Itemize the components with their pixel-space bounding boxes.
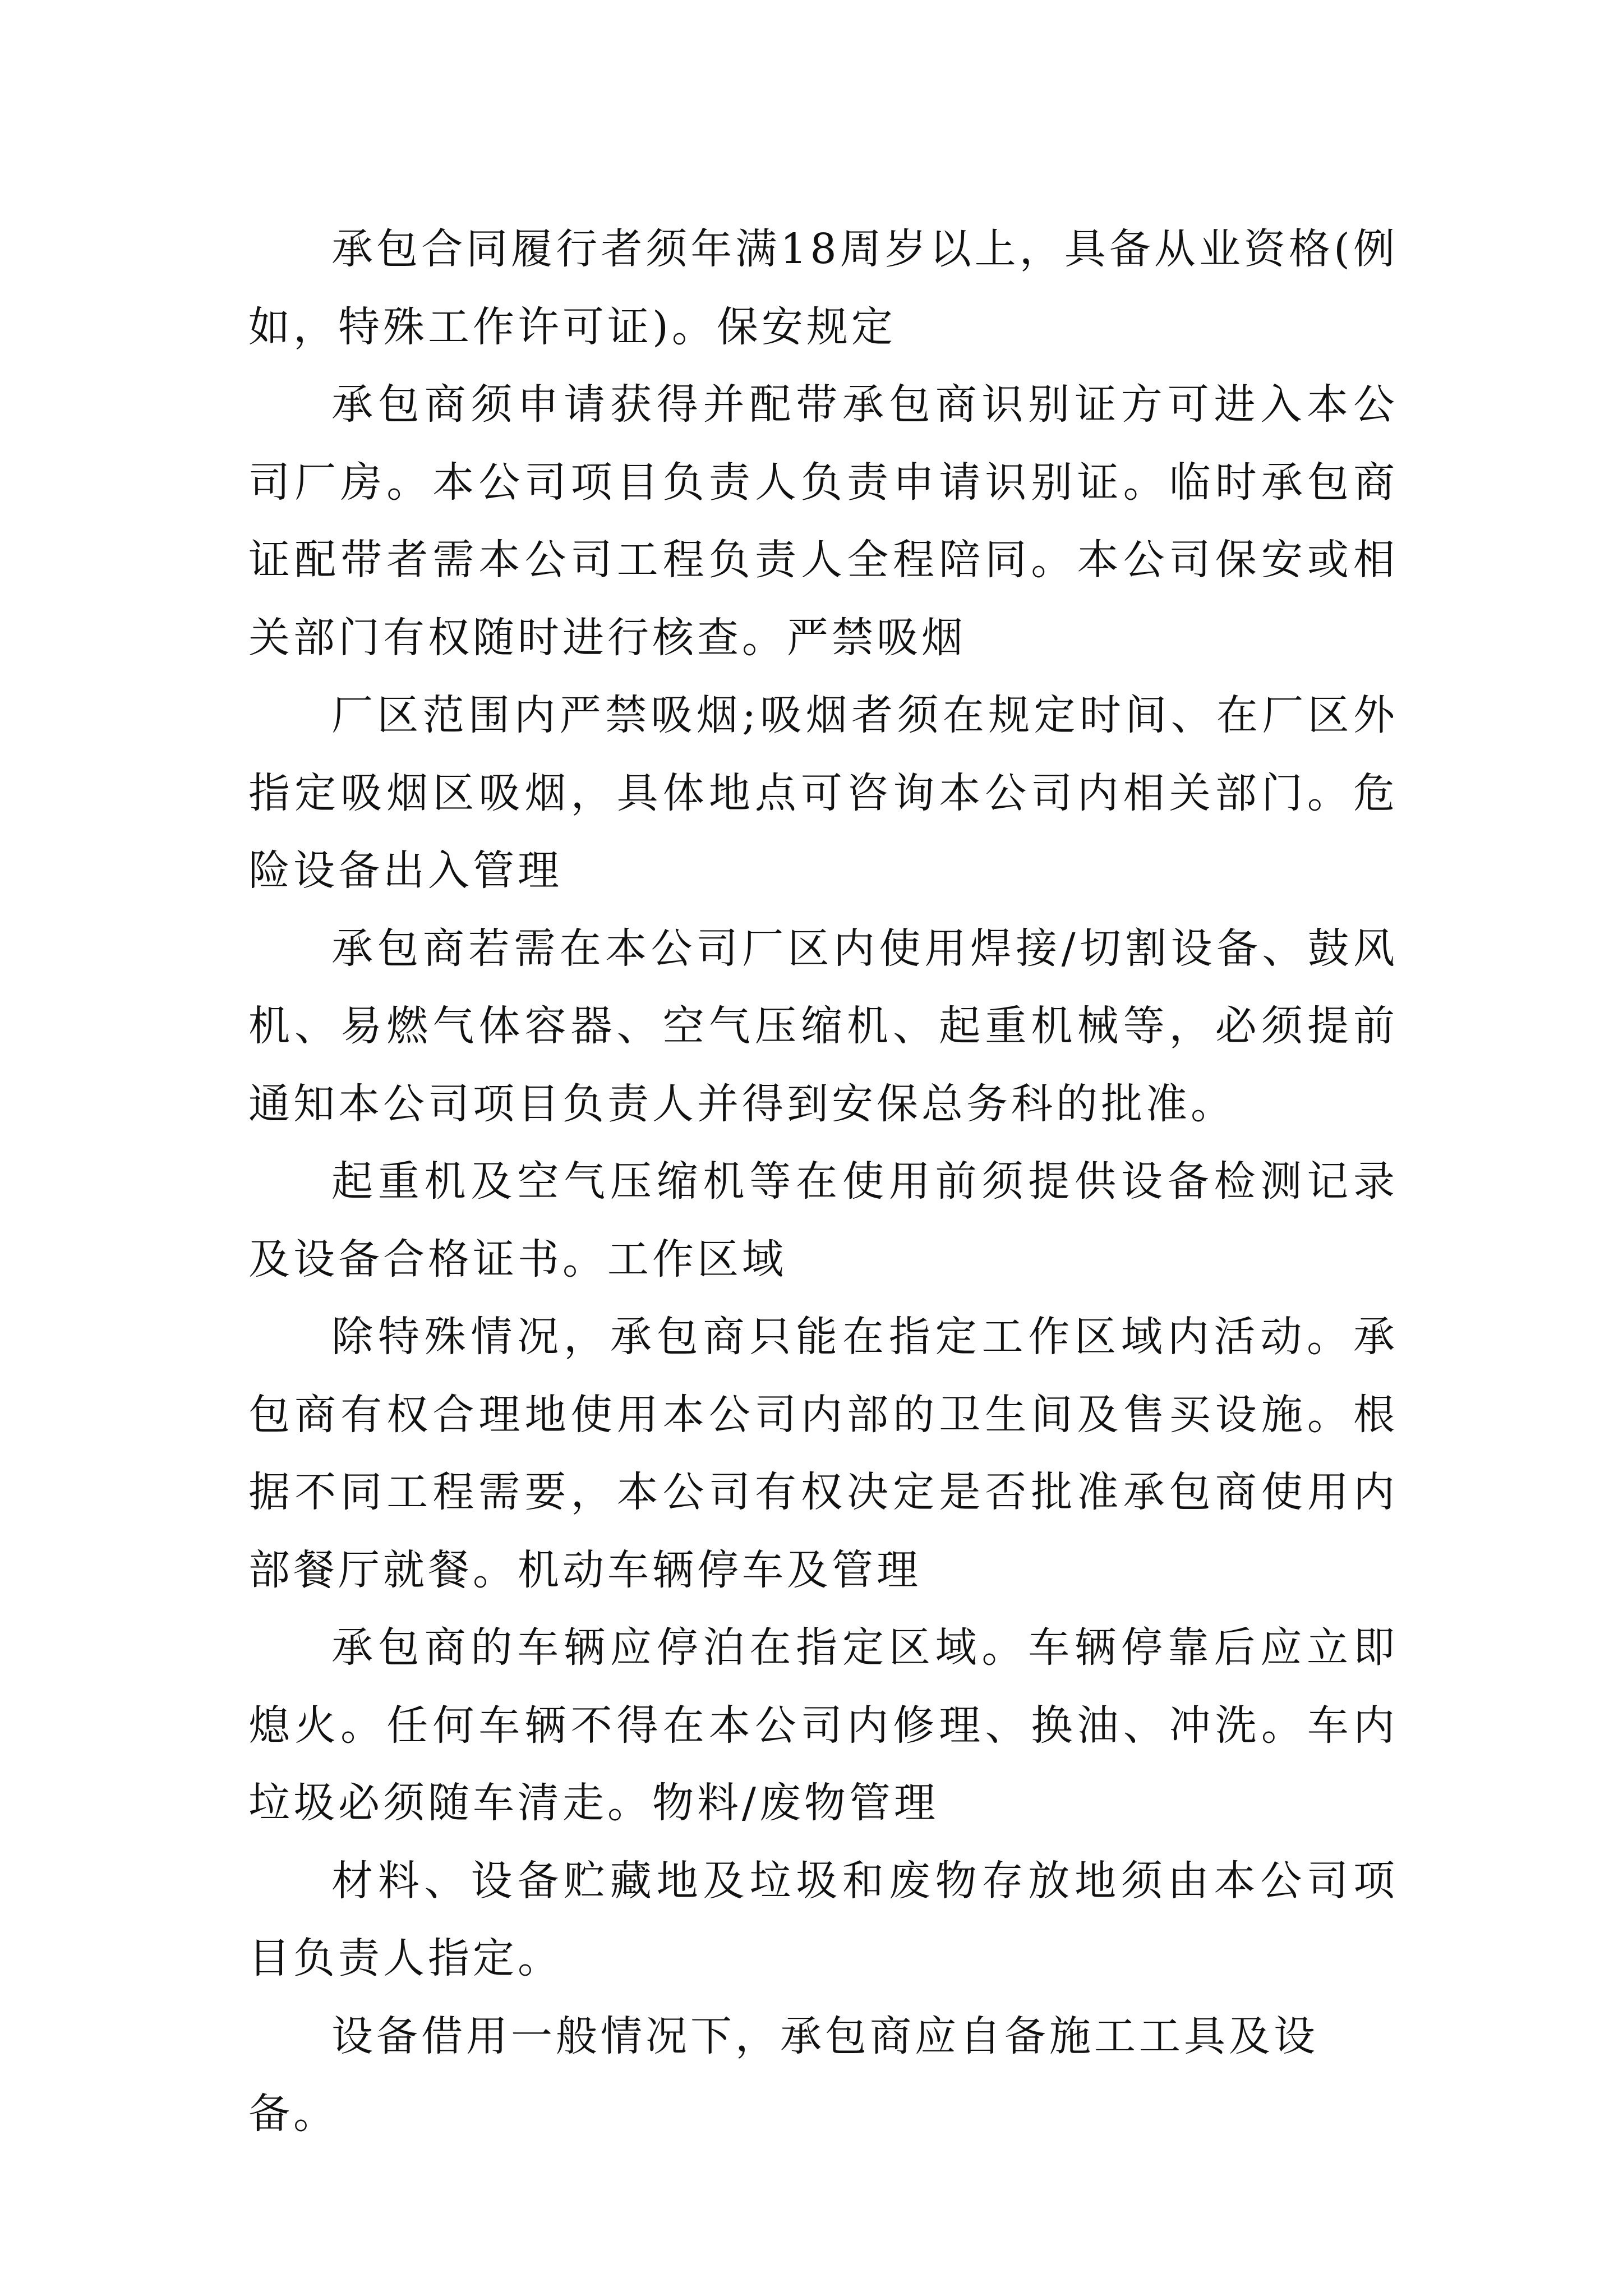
paragraph-no-smoking: 厂区范围内严禁吸烟;吸烟者须在规定时间、在厂区外指定吸烟区吸烟，具体地点可咨询本公司内相关部门。危险设备出入管理 (248, 691, 1398, 895)
paragraph-equipment-certificates: 起重机及空气压缩机等在使用前须提供设备检测记录及设备合格证书。工作区域 (248, 1157, 1398, 1283)
document-body (248, 210, 1398, 2153)
paragraph-hazardous-equipment: 承包商若需在本公司厂区内使用焊接/切割设备、鼓风机、易燃气体容器、空气压缩机、起重机械等，必须提前通知本公司项目负责人并得到安保总务科的批准。 (248, 924, 1398, 1128)
paragraph-equipment-borrowing: 设备借用一般情况下，承包商应自备施工工具及设备。 (248, 2012, 1318, 2138)
paragraph-vehicle-parking: 承包商的车辆应停泊在指定区域。车辆停靠后应立即熄火。任何车辆不得在本公司内修理、换油、冲洗。车内垃圾必须随车清走。物料/废物管理 (248, 1623, 1398, 1827)
paragraph-contractor-qualification: 承包合同履行者须年满18周岁以上，具备从业资格(例如，特殊工作许可证)。保安规定 (248, 225, 1398, 351)
paragraph-material-waste: 材料、设备贮藏地及垃圾和废物存放地须由本公司项目负责人指定。 (248, 1856, 1398, 1982)
paragraph-work-area: 除特殊情况，承包商只能在指定工作区域内活动。承包商有权合理地使用本公司内部的卫生间及售买设施。根据不同工程需要，本公司有权决定是否批准承包商使用内部餐厅就餐。机动车辆停车及管理 (248, 1313, 1398, 1594)
paragraph-security-rules: 承包商须申请获得并配带承包商识别证方可进入本公司厂房。本公司项目负责人负责申请识别证。临时承包商证配带者需本公司工程负责人全程陪同。本公司保安或相关部门有权随时进行核查。严禁吸烟 (248, 380, 1398, 662)
